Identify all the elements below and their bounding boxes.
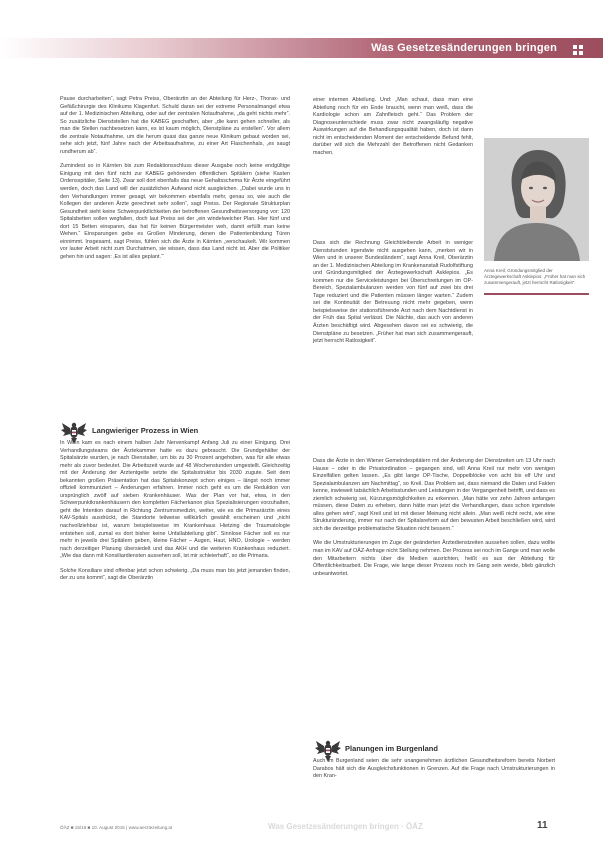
body-paragraph: Dass sich die Rechnung Gleichbleibende Arbeit in weniger Dienststunden irgendwie nicht ausgehen kann, „merken wir in Wien und in unserer Bundesländern“, sagt Anna Kreil, Oberärztin an der 1. Medizinischen Abteilung im Krankenanstalt Rudolfstiftung und Gründungsmitglied der Ärztegewerkschaft Asklepios. „Es kommen nur die Serviceleistungen bei Überschreitungen im OP-Bereich, Spezialambulanzen werden von fünf auf zwei bis drei Tage reduziert und die Patienten müssen länger warten.“ Zudem sei die Kontinuität der Betreuung nicht mehr gegeben, wenn beispielsweise der stationsführende Arzt nach dem Nachtdienst in der Früh das Spital verlässt. Die Nächte, das auch von anderen Ärzten beschäftigt wird. Abgesehen davon sei es schwierig, die Dienstpläne zu besetzen. „Früher hat man sich zusammengerauft, jetzt herrscht Ratlosigkeit“. xyxy=(313,240,473,345)
body-paragraph: In Wien kam es nach einem halben Jahr Nervenkampf Anfang Juli zu einer Einigung. Drei Verhandlungsteams der Ärztekammer hatte es dazu gebraucht. Die Grundgehälter der Spitalsärzte wurden, je nach Dienstalter, um bis zu 30 Prozent angehoben, was für alle etwas mehr als zuvor bedeutet. Die Arbeitszeit wurde auf 48 Wochenstunden umgestellt. Gleichzeitig mit der Änderung der Arztentgelte setzte die Spitalsstruktur bis 2030 zugute. Seit dem bekannten großen Präsentation hat das Spitalskonzept schon einiges – längst noch immer offiziell kommuniziert – Änderungen erfahren. Immer noch geht es um die Reduktion von ursprünglich zwölf auf sieben Krankenhäuser. Was der Plan vor hat, etwa, in den Schwerpunktkrankenhäusern den kompletten Fächerkanon plus Spezialisierungen vorzuhalten, geht die Intention darauf in Richtung Zentrumsmedizin, weiter, wie es die Primarärztin eines KAV-Spitals ausdrückt, die Standorte teilweise willkürlich gewählt erscheinen und „nicht nachvollziehbar ist, warum beispielsweise im Krankenhaus Hietzing die Traumatologie entstehen soll, zumal es dort bisher keine Unfallabteilung gibt“. Sinnlose Fächer soll es nur mehr in jeweils drei Spitälern geben, kleine Fächer – Augen, Haut, HNO, Urologie – werden nach derzeitiger Planung übersiedelt und das AKH und die weiteren Krankenhaus reduziert. „Wie das dann mit Konsiliardiensten aussehen soll, ist mir schleierhaft“, so die Primaria. xyxy=(60,440,290,560)
right-column-lower xyxy=(313,458,555,585)
caption-divider xyxy=(484,293,589,295)
body-paragraph: Solche Konsiliare sind offenbar jetzt schon schwierig. „Da muss man bis jetzt jemanden finden, der zu uns kommt“, sagt die Oberärztin xyxy=(60,567,290,582)
left-column xyxy=(60,96,290,268)
subheading-wien: Langwieriger Prozess in Wien xyxy=(92,426,199,435)
body-paragraph: Zumindest so in Kärnten bis zum Redaktionsschluss dieser Ausgabe noch keine endgültige Einigung mit den fünf nicht zur KABEG gehörenden öffentlichen Spitälern (siehe Kasten Ordensspitäler, Seite 13). Zwar soll dort ebenfalls das neue Gehaltsschema für Ärzte eingeführt werden, doch das Land will der zusätzlichen Aufwand nicht ausgleichen. „Dabei wurde uns in den Verhandlungen immer gesagt, wir bekommen ebenfalls mehr, genau so, wie auch die Kollegen der anderen Ärzte gerechnet sehr sollen“, sagt Preiss. Der Regionale Strukturplan Gesundheit sieht keine Schwerpunktlichkeiten der betroffenen Gesundheitsversorgung vor: 120 Spitalsbetten sollen wegfallen, doch laut Preiss sei der „ein windelweicher Plan. Hier fünf und dort 15 Betten einsparen, das hat für keinen Bürgermeister weh, damit erfüllt man keine Wehen.“ Einsparungen gebe es Großen Minderung, denen die Patientenbindung Türen einnimmt. Insgesamt, sagt Preiss, fühlen sich die Ärzte in Kärnten „verschaukelt. Wir kommen vor lauter Arbeit nicht zum Durchatmen, sie wissen, dass das Land nicht ist. Aber die Politiker gehen hin und sagen: ‚Es ist alles geplant.‘“ xyxy=(60,163,290,260)
grid-dots-icon xyxy=(573,45,585,57)
page-number: 11 xyxy=(537,820,548,831)
body-paragraph: Auch im Burgenland seien die sehr unangenehmen ärztlichen Gesundheitsreform bereits Norbert Darabos hält sich die Ausgleichsfunktionen in Grenzen. Auf die Frage nach Umstrukturierungen in den Kran- xyxy=(313,758,555,780)
subheading-burgenland: Planungen im Burgenland xyxy=(345,744,438,753)
body-paragraph: einer internen Abteilung. Und: „Man schaut, dass man eine Abteilung noch für ein Ende braucht, wenn man weiß, dass die Kardiologie schon am Zahnfleisch geht.“ Das Problem der Diagnoseunterschiede muss zwar nicht zwangsläufig negative Auswirkungen auf die Behandlungsqualität haben, doch ist dann nicht im entscheidenden Moment der entscheidende Befund fehlt, darüber will sich die Mehrzahl der Betroffenen nicht Gedanken machen. xyxy=(313,97,473,156)
right-column-bottom xyxy=(313,758,555,788)
body-paragraph: Dass die Ärzte in den Wiener Gemeindespitälern mit der Änderung der Dienstzeiten um 13 Uhr nach Hause – oder in die Privatordination – gegangen sind, will Anna Kreil nur mehr von wenigen Einzelfällen gelten lassen. „Es gibt lange OP-Tische, Doppelblöcke von acht bis elf Uhr und Spezialambulanzen am Nachmittag“, so Kreil. Das Problem sei, dass niemand die Daten und Fakten kenne, inwieweit tatsächlich Arbeitsstunden und Leistungen in der Vergangenheit betrifft, und dass es ziemlich schwierig sei, Kürzungsmöglichkeiten zu erkennen. „Man hätte vor zehn Jahren anfangen müssen, diese Daten zu erheben, dann hätte man jetzt die Verhandlungen, dass schon irgendwie alles gehen wird“, sagt Kreil und ist mit dieser Meinung nicht allein. „Man weiß nicht recht, wie eine Strukturänderung, immer nur nach der Spitalsreform auf den bewusten Arbeit beschließen wird, wird sich die derzeitige problematische Situation nicht bessern.“ xyxy=(313,458,555,532)
section-title: Was Gesetzesänderungen bringen xyxy=(371,42,557,54)
footer-watermark: Was Gesetzesänderungen bringen · ÖÄZ xyxy=(268,822,423,831)
footer-issue: ÖÄZ ■ 15/16 ■ 10. August 2015 | www.aerztezeitung.at xyxy=(60,825,173,830)
body-paragraph: Wie die Umstrukturierungen im Zuge der geänderten Ärztedienstzeiten aussehen sollen, dazu wollte man im KAV auf OÄZ-Anfrage nicht Stellung nehmen. Der Prozess sei noch im Gange und man wolle den Mitarbeitern nichts über die Medien ausrichten, heißt es aus der Abteilung für Öffentlichkeitsarbeit. Die Frage, wie lange dieser Prozess noch im Gang sein werde, blieb gänzlich unbeantwortet. xyxy=(313,540,555,577)
portrait-photo xyxy=(484,138,589,261)
photo-caption: Anna Kreil, Gründungsmitglied der Ärztegewerkschaft Asklepios: „Früher hat man sich zusammengerauft, jetzt herrscht Ratlosigkeit“. xyxy=(484,268,586,285)
right-column-mid xyxy=(313,240,473,353)
body-paragraph: Pause durcharbeiten“, sagt Petra Preiss, Oberärztin an der Abteilung für Herz-, Thorax- und Gefäßchirurgie des Klinikums Klagenfurt. Schuld daran sei der extreme Personalmangel etwa auf der 1. Medizinischen Abteilung, oder auf der zentralen Notaufnahme, „da geht nichts mehr“. So zusätzliche Dienststellen hat die KABEG geschaffen, aber „die kann gehen schneller, als man die Stellen nachbesetzen kann, es ist kaum möglich, Dienstpläne zu erstellen“. Vor allem die zentrale Notaufnahme, um die herum quasi das ganze neue Klinikum gebaut worden sei, sehe sich jetzt, fünf Jahre nach der Arbeitsaufnahme, zu einer Art Flaschenhals, „es saugt rundherum ab“. xyxy=(60,96,290,155)
footer-website: www.aerztezeitung.at xyxy=(128,825,173,830)
left-column-lower xyxy=(60,440,290,590)
